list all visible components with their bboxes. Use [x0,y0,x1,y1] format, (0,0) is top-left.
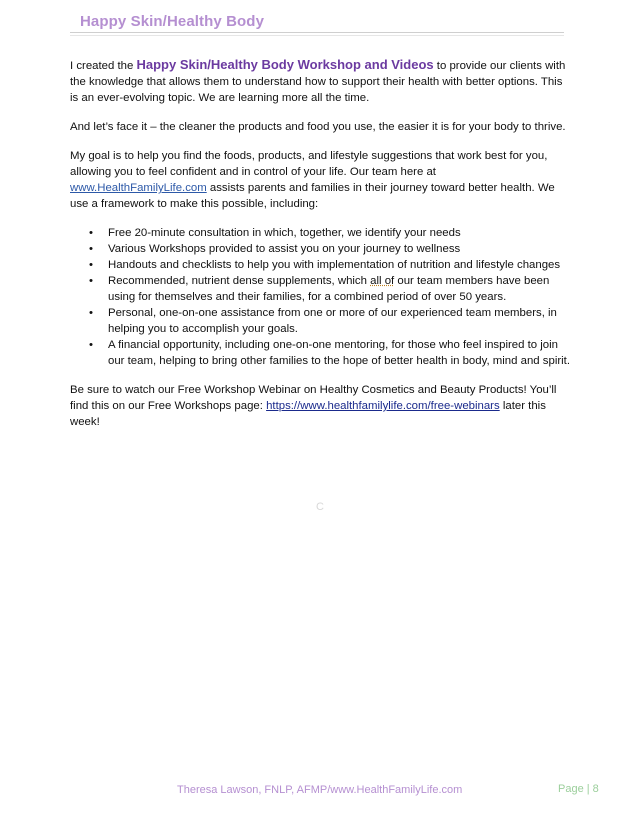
bullet-icon: • [89,227,93,239]
bullet-icon: • [89,259,93,271]
free-webinars-link[interactable]: https://www.healthfamilylife.com/free-webinars [266,400,500,412]
document-body [70,57,570,443]
header-rule [70,32,564,33]
list-item [89,337,571,369]
faint-cursor-mark: C [316,501,324,513]
bullet-icon: • [89,339,93,351]
list-item-text: Various Workshops provided to assist you on your journey to wellness [108,243,461,255]
intro-lead: I created the [70,60,137,72]
goal-text-continued: assists parents and families in their journey toward better health. We use a framework to make this possible, including: [70,182,555,210]
page-header-title: Happy Skin/Healthy Body [80,13,265,30]
intro-paragraph [70,57,570,106]
goal-paragraph [70,148,570,212]
footer-author: Theresa Lawson, FNLP, AFMP/www.HealthFamilyLife.com [177,784,463,796]
list-item-text: A financial opportunity, including one-on-one mentoring, for those who feel inspired to join our team, helping to bring other families to the hope of better health in body, mind and spirit. [108,339,571,367]
list-item-text: Free 20-minute consultation in which, together, we identify your needs [108,227,461,239]
list-item [89,305,570,337]
bullet-icon: • [89,307,93,319]
closing-text-end: later this week! [70,400,546,428]
header-rule-secondary [70,35,564,36]
healthfamilylife-link[interactable]: www.HealthFamilyLife.com [70,182,207,194]
bullet-icon: • [89,275,93,287]
grammar-flag-text: all of [370,275,395,287]
closing-text: Be sure to watch our Free Workshop Webinar on Healthy Cosmetics and Beauty Products! You’ll find this on our Free Workshops page: [70,384,557,412]
list-item [89,241,570,257]
framework-list [70,225,570,369]
list-item-text: Handouts and checklists to help you with implementation of nutrition and lifestyle changes [108,259,561,271]
bullet-icon: • [89,243,93,255]
list-item-text-continued: our team members have been using for themselves and their families, for a combined period of over 50 years. [108,275,550,303]
list-item [89,225,570,241]
list-item [89,273,570,305]
list-item [89,257,570,273]
list-item-text: Recommended, nutrient dense supplements, which [108,275,371,287]
intro-rest: to provide our clients with the knowledge that allows them to understand how to support their health with better options. This is an ever-evolving topic. We are learning more all the time. [70,60,566,104]
goal-text: My goal is to help you find the foods, products, and lifestyle suggestions that work best for you, allowing you to feel confident and in control of your life. Our team here at [70,150,548,178]
page-number: Page | 8 [558,783,599,795]
cleaner-products-paragraph: And let’s face it – the cleaner the products and food you use, the easier it is for your body to thrive. [70,121,566,133]
list-item-text: Personal, one-on-one assistance from one or more of our experienced team members, in helping you to accomplish your goals. [108,307,557,335]
closing-paragraph [70,382,570,430]
workshop-title-highlight: Happy Skin/Healthy Body Workshop and Videos [136,57,434,72]
